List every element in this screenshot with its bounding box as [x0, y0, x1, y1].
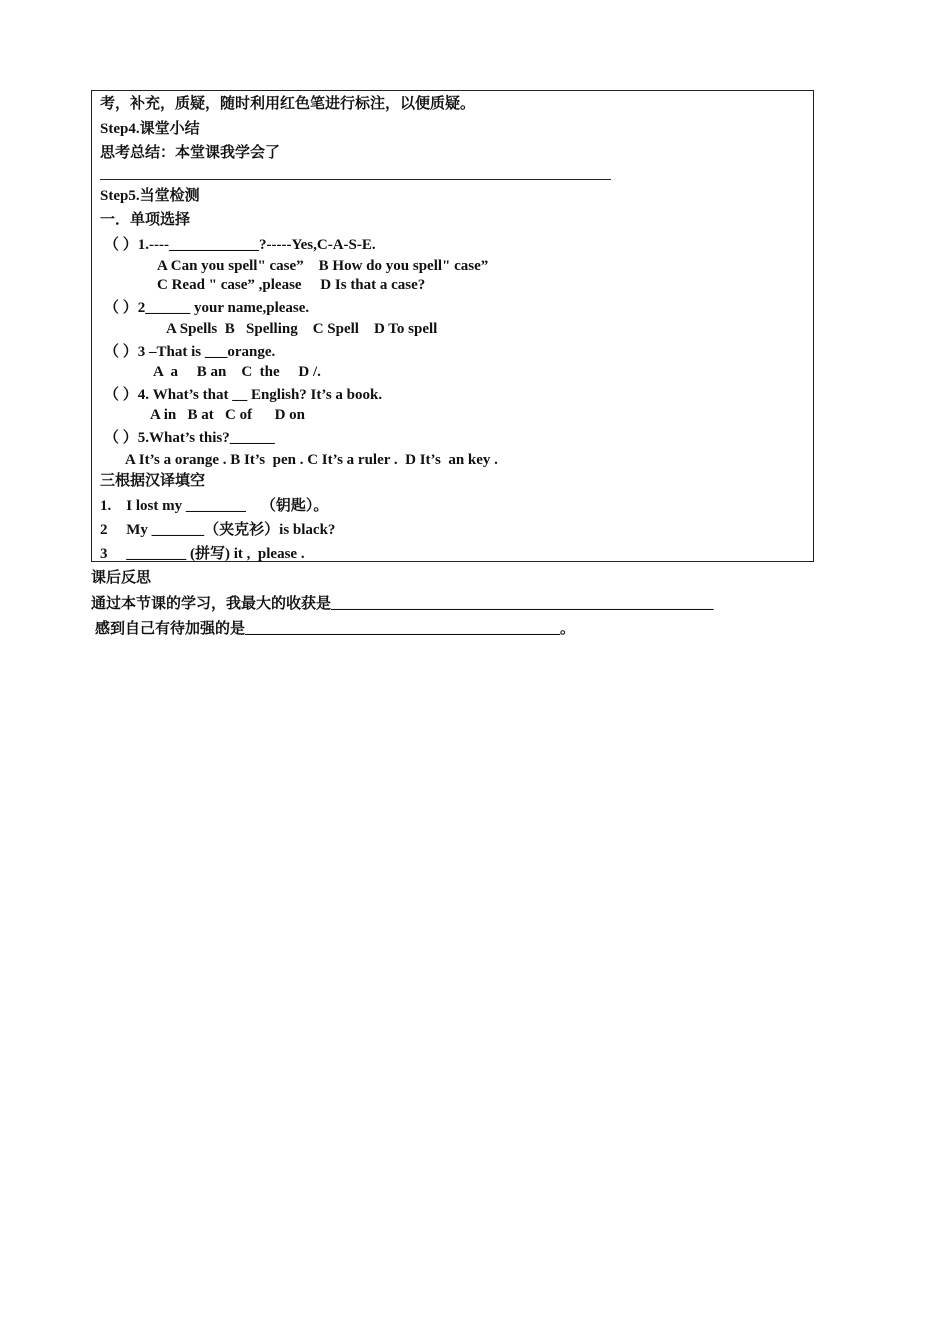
step4-title: Step4.课堂小结 — [100, 121, 200, 137]
question-3: （ ）3 –That is ___orange. — [104, 344, 276, 360]
question-5-options: A It’s a orange . B It’s pen . C It’s a ruler . D It’s an key . — [125, 452, 498, 468]
intro-text: 考，补充，质疑，随时利用红色笔进行标注，以便质疑。 — [100, 96, 476, 112]
question-1-options-a: A Can you spell" case” B How do you spell" case” — [157, 258, 489, 274]
question-2-options: A Spells B Spelling C Spell D To spell — [166, 321, 438, 337]
fill-item-1: 1. I lost my ________ （钥匙）。 — [100, 498, 329, 514]
question-5: （ ）5.What’s this?______ — [104, 430, 275, 446]
question-1: （ ）1.----____________?-----Yes,C-A-S-E. — [104, 237, 376, 253]
step5-title: Step5.当堂检测 — [100, 188, 200, 204]
question-1-options-b: C Read " case” ,please D Is that a case? — [157, 277, 426, 293]
reflection-improve: 感到自己有待加强的是__________________________________________。 — [95, 621, 576, 637]
fill-item-2: 2 My _______（夹克衫）is black? — [100, 522, 336, 538]
section3-title: 三根据汉译填空 — [100, 473, 206, 489]
reflection-title: 课后反思 — [91, 570, 152, 586]
question-3-options: A a B an C the D /. — [153, 364, 321, 380]
question-2: （ ）2______ your name,please. — [104, 300, 310, 316]
fill-item-3: 3 ________ (拼写) it , please . — [100, 546, 305, 562]
question-4-options: A in B at C of D on — [150, 407, 306, 423]
summary-answer-line — [100, 179, 611, 180]
reflection-gain: 通过本节课的学习，我最大的收获是___________________________________________________ — [91, 596, 714, 612]
question-4: （ ）4. What’s that __ English? It’s a book. — [104, 387, 383, 403]
section1-title: 一．单项选择 — [100, 212, 191, 228]
step4-prompt: 思考总结：本堂课我学会了 — [100, 145, 281, 161]
